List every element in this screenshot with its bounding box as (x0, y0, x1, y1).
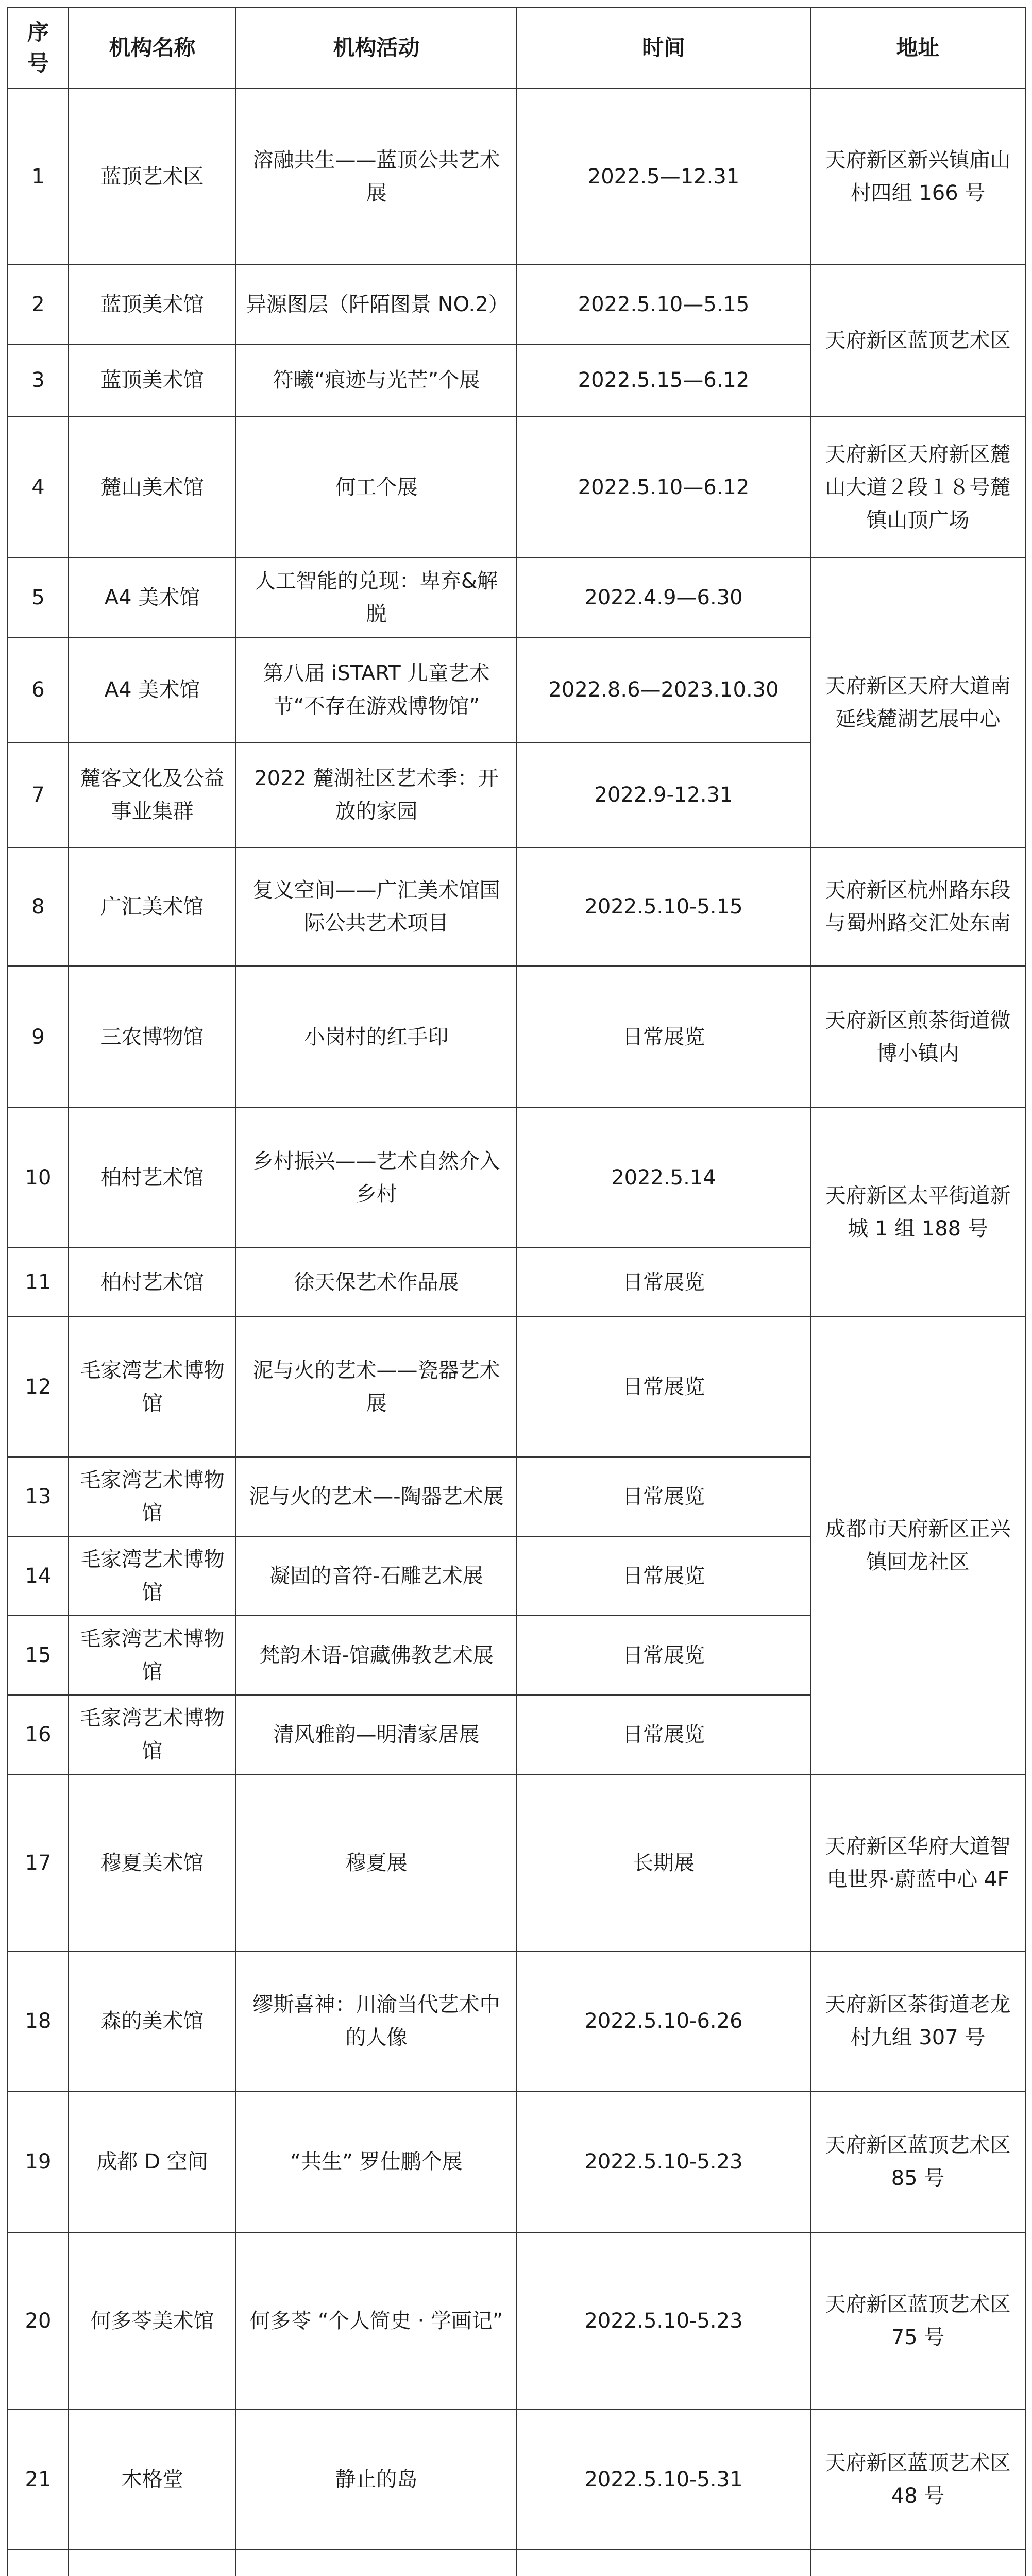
cell-name: A4 美术馆 (69, 558, 236, 637)
cell-seq: 3 (8, 344, 69, 416)
cell-address: 成都市天府新区正兴镇回龙社区 (810, 1317, 1025, 1774)
cell-seq: 9 (8, 966, 69, 1108)
table-row (8, 1774, 1025, 1951)
cell-address: 天府新区蓝顶艺术区 85 号 (810, 2091, 1025, 2232)
table-row (8, 966, 1025, 1108)
cell-seq: 11 (8, 1248, 69, 1317)
cell-seq: 19 (8, 2091, 69, 2232)
cell-activity: 梵韵木语-馆藏佛教艺术展 (236, 1616, 517, 1695)
cell-activity: 泥与火的艺术—-陶器艺术展 (236, 1457, 517, 1536)
cell-name: 毛家湾艺术博物馆 (69, 1695, 236, 1774)
cell-time: 日常展览 (517, 1695, 810, 1774)
cell-name: 毛家湾艺术博物馆 (69, 1536, 236, 1616)
cell-seq: 13 (8, 1457, 69, 1536)
header-address: 地址 (810, 8, 1025, 88)
cell-time: 2022.5.10-6.26 (517, 1951, 810, 2091)
cell-time: 日常展览 (517, 1457, 810, 1536)
cell-address: 天府新区新兴镇庙山村四组 166 号 (810, 88, 1025, 265)
cell-address: 天府新区蓝顶艺术区 75 号 (810, 2232, 1025, 2409)
cell-seq: 10 (8, 1108, 69, 1248)
table-row (8, 848, 1025, 966)
header-activity: 机构活动 (236, 8, 517, 88)
cell-seq: 16 (8, 1695, 69, 1774)
cell-seq: 17 (8, 1774, 69, 1951)
cell-activity: 乡村振兴——艺术自然介入乡村 (236, 1108, 517, 1248)
cell-seq: 5 (8, 558, 69, 637)
cell-name: 三农博物馆 (69, 966, 236, 1108)
cell-name: 木格堂 (69, 2409, 236, 2550)
cell-seq: 12 (8, 1317, 69, 1457)
cell-activity: 何多苓 “个人简史 · 学画记” (236, 2232, 517, 2409)
cell-activity: 溶融共生——蓝顶公共艺术展 (236, 88, 517, 265)
table-row (8, 2550, 1025, 2576)
cell-time: 2022.5.10-5.23 (517, 2091, 810, 2232)
cell-name: 柏村艺术馆 (69, 1108, 236, 1248)
cell-activity: 符曦“痕迹与光芒”个展 (236, 344, 517, 416)
exhibition-table (7, 7, 1026, 2576)
cell-activity (236, 2550, 517, 2576)
cell-seq: 7 (8, 742, 69, 848)
cell-time: 2022.5.14 (517, 1108, 810, 1248)
cell-seq: 20 (8, 2232, 69, 2409)
cell-seq: 2 (8, 265, 69, 344)
cell-name: 柏村艺术馆 (69, 1248, 236, 1317)
cell-address: 天府新区天府大道南延线麓湖艺展中心 (810, 558, 1025, 848)
cell-activity: 2022 麓湖社区艺术季：开放的家园 (236, 742, 517, 848)
cell-address: 天府新区蓝顶艺术区 (810, 265, 1025, 416)
cell-activity: 复义空间——广汇美术馆国际公共艺术项目 (236, 848, 517, 966)
table-row (8, 2409, 1025, 2550)
cell-address: 天府新区太平街道新城 1 组 188 号 (810, 1108, 1025, 1317)
table-row (8, 88, 1025, 265)
cell-time: 2022.5.10—6.12 (517, 416, 810, 558)
cell-name: 毛家湾艺术博物馆 (69, 1616, 236, 1695)
cell-time: 日常展览 (517, 1317, 810, 1457)
table-row (8, 558, 1025, 637)
cell-address: 天府新区煎茶街道微博小镇内 (810, 966, 1025, 1108)
cell-name: 森的美术馆 (69, 1951, 236, 2091)
cell-time: 2022.5.10-5.23 (517, 2232, 810, 2409)
cell-activity: 凝固的音符-石雕艺术展 (236, 1536, 517, 1616)
cell-name: 何多苓美术馆 (69, 2232, 236, 2409)
table-row (8, 416, 1025, 558)
cell-time: 2022.8.6—2023.10.30 (517, 637, 810, 742)
cell-activity: “共生” 罗仕鹏个展 (236, 2091, 517, 2232)
cell-time: 2022.5.15—6.12 (517, 344, 810, 416)
cell-address: 天府新区茶街道老龙村九组 307 号 (810, 1951, 1025, 2091)
table-row (8, 1108, 1025, 1248)
cell-name: 蓝顶美术馆 (69, 265, 236, 344)
table-row (8, 2232, 1025, 2409)
cell-name: 毛家湾艺术博物馆 (69, 1317, 236, 1457)
cell-activity: 第八届 iSTART 儿童艺术节“不存在游戏博物馆” (236, 637, 517, 742)
cell-activity: 人工智能的兑现：卑弃&解脱 (236, 558, 517, 637)
cell-activity: 清风雅韵—明清家居展 (236, 1695, 517, 1774)
header-name: 机构名称 (69, 8, 236, 88)
cell-time: 日常展览 (517, 1248, 810, 1317)
cell-address: 天府新区蓝顶艺术区 48 号 (810, 2409, 1025, 2550)
cell-time: 日常展览 (517, 1616, 810, 1695)
cell-activity: 何工个展 (236, 416, 517, 558)
cell-address (810, 2550, 1025, 2576)
table-row (8, 2091, 1025, 2232)
table-header-row (8, 8, 1025, 88)
cell-seq: 8 (8, 848, 69, 966)
cell-name: 穆夏美术馆 (69, 1774, 236, 1951)
cell-activity: 小岗村的红手印 (236, 966, 517, 1108)
cell-seq: 18 (8, 1951, 69, 2091)
cell-time: 2022.5.10-5.31 (517, 2409, 810, 2550)
cell-seq: 15 (8, 1616, 69, 1695)
cell-seq: 6 (8, 637, 69, 742)
cell-seq (8, 2550, 69, 2576)
cell-time: 2022.5—12.31 (517, 88, 810, 265)
cell-time: 2022.5.10—5.15 (517, 265, 810, 344)
cell-seq: 14 (8, 1536, 69, 1616)
cell-time: 日常展览 (517, 966, 810, 1108)
cell-name: 麓客文化及公益事业集群 (69, 742, 236, 848)
cell-activity: 静止的岛 (236, 2409, 517, 2550)
cell-time: 日常展览 (517, 1536, 810, 1616)
header-time: 时间 (517, 8, 810, 88)
cell-name: 毛家湾艺术博物馆 (69, 1457, 236, 1536)
table-row (8, 1317, 1025, 1457)
cell-name: 麓山美术馆 (69, 416, 236, 558)
cell-name: 蓝顶艺术区 (69, 88, 236, 265)
cell-activity: 异源图层（阡陌图景 NO.2） (236, 265, 517, 344)
cell-activity: 泥与火的艺术——瓷器艺术展 (236, 1317, 517, 1457)
cell-name: 广汇美术馆 (69, 848, 236, 966)
cell-activity: 穆夏展 (236, 1774, 517, 1951)
cell-address: 天府新区华府大道智电世界·蔚蓝中心 4F (810, 1774, 1025, 1951)
table-row (8, 1951, 1025, 2091)
cell-seq: 1 (8, 88, 69, 265)
cell-activity: 缪斯喜神：川渝当代艺术中的人像 (236, 1951, 517, 2091)
cell-name (69, 2550, 236, 2576)
cell-time: 2022.9-12.31 (517, 742, 810, 848)
cell-name: A4 美术馆 (69, 637, 236, 742)
cell-activity: 徐天保艺术作品展 (236, 1248, 517, 1317)
cell-seq: 4 (8, 416, 69, 558)
header-seq: 序号 (8, 8, 69, 88)
cell-name: 蓝顶美术馆 (69, 344, 236, 416)
table-row (8, 265, 1025, 344)
cell-name: 成都 D 空间 (69, 2091, 236, 2232)
cell-address: 天府新区杭州路东段与蜀州路交汇处东南 (810, 848, 1025, 966)
cell-time (517, 2550, 810, 2576)
cell-time: 2022.4.9—6.30 (517, 558, 810, 637)
cell-time: 2022.5.10-5.15 (517, 848, 810, 966)
cell-seq: 21 (8, 2409, 69, 2550)
cell-time: 长期展 (517, 1774, 810, 1951)
cell-address: 天府新区天府新区麓山大道２段１８号麓镇山顶广场 (810, 416, 1025, 558)
